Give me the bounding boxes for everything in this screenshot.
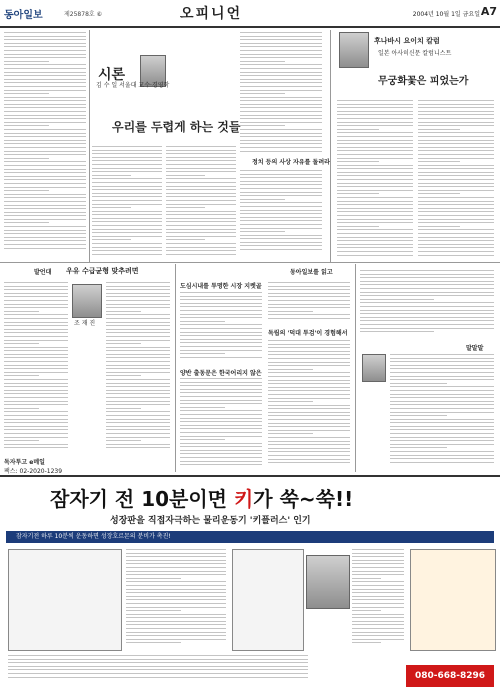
column-text — [92, 146, 162, 258]
article-text — [180, 378, 262, 468]
column-label: 시론 — [98, 67, 126, 83]
divider — [89, 30, 90, 262]
right-column-label: 후나바시 요이치 칼럼 — [374, 37, 440, 45]
page-header — [0, 0, 500, 28]
ad-product-image — [8, 549, 122, 651]
article-text — [268, 340, 350, 468]
contact-line: 팩스: 02-2020-1239 — [4, 468, 63, 475]
sidebar-title: 정치 등의 사상 자유를 돌려라 — [252, 159, 330, 166]
article-text — [240, 32, 322, 156]
author-name: 조 재 진 — [74, 320, 96, 327]
page-number: A7 — [480, 5, 497, 18]
ad-headline: 잠자기 전 10분이면 키가 쑥~쑥!! — [50, 487, 354, 511]
right-column-sub: 일본 아사히신문 칼럼니스트 — [378, 50, 452, 57]
ad-text — [352, 549, 404, 649]
author-photo — [72, 284, 102, 318]
article-text — [418, 100, 494, 260]
article-text — [4, 282, 68, 452]
ad-doctor-photo — [306, 555, 350, 609]
ad-phone: 080-668-8296 — [406, 665, 494, 687]
advertisement — [0, 475, 500, 693]
person-photo — [362, 354, 386, 382]
article-text — [360, 270, 494, 336]
article-text — [180, 292, 262, 362]
newspaper-name: 동아일보 — [4, 10, 43, 21]
divider — [330, 30, 331, 262]
article-title: 우유 수급균형 맞추려면 — [66, 267, 139, 275]
column-title: 우리를 두렵게 하는 것들 — [112, 120, 241, 134]
issue-date: 2004년 10월 1일 금요일 — [412, 11, 480, 18]
article-text — [106, 282, 170, 452]
ad-banner: 잠자기전 하루 10분씩 운동하면 성장호르몬의 분비가 촉진! — [6, 531, 494, 543]
section-label: 말말말 — [466, 345, 484, 352]
contact-line: 독자투고 e메일 — [4, 459, 45, 466]
section-label: 동아일보를 읽고 — [290, 269, 333, 276]
article-title: 독립의 '덕대 투검'이 경험해서 — [268, 330, 348, 337]
ad-text — [8, 655, 308, 683]
divider — [355, 264, 356, 472]
columnist-line: 김 수 일 서울대 교수·경영학 — [96, 82, 170, 89]
article-title: 도심시내를 투명한 시장 지렛골 — [180, 283, 262, 290]
issue-number: 제25878호 ⑥ — [64, 11, 102, 18]
section-title: 오피니언 — [180, 6, 243, 22]
ad-illustration — [232, 549, 304, 651]
right-column-title: 무궁화꽃은 피었는가 — [378, 76, 469, 87]
column-text — [166, 146, 236, 258]
article-text — [4, 32, 86, 254]
ad-info-box — [410, 549, 496, 651]
divider — [0, 262, 500, 263]
article-text — [337, 100, 413, 260]
article-title: 양반 출동문은 한국어리지 않은 — [180, 370, 262, 377]
article-text — [240, 170, 322, 256]
divider — [175, 264, 176, 472]
ad-subhead: 성장판을 직접자극하는 물리운동기 '키플러스' 인기 — [110, 516, 311, 526]
article-text — [268, 282, 350, 324]
article-text — [390, 354, 494, 468]
columnist-photo — [339, 32, 369, 68]
section-label: 발언대 — [34, 269, 52, 276]
ad-text — [126, 549, 226, 649]
